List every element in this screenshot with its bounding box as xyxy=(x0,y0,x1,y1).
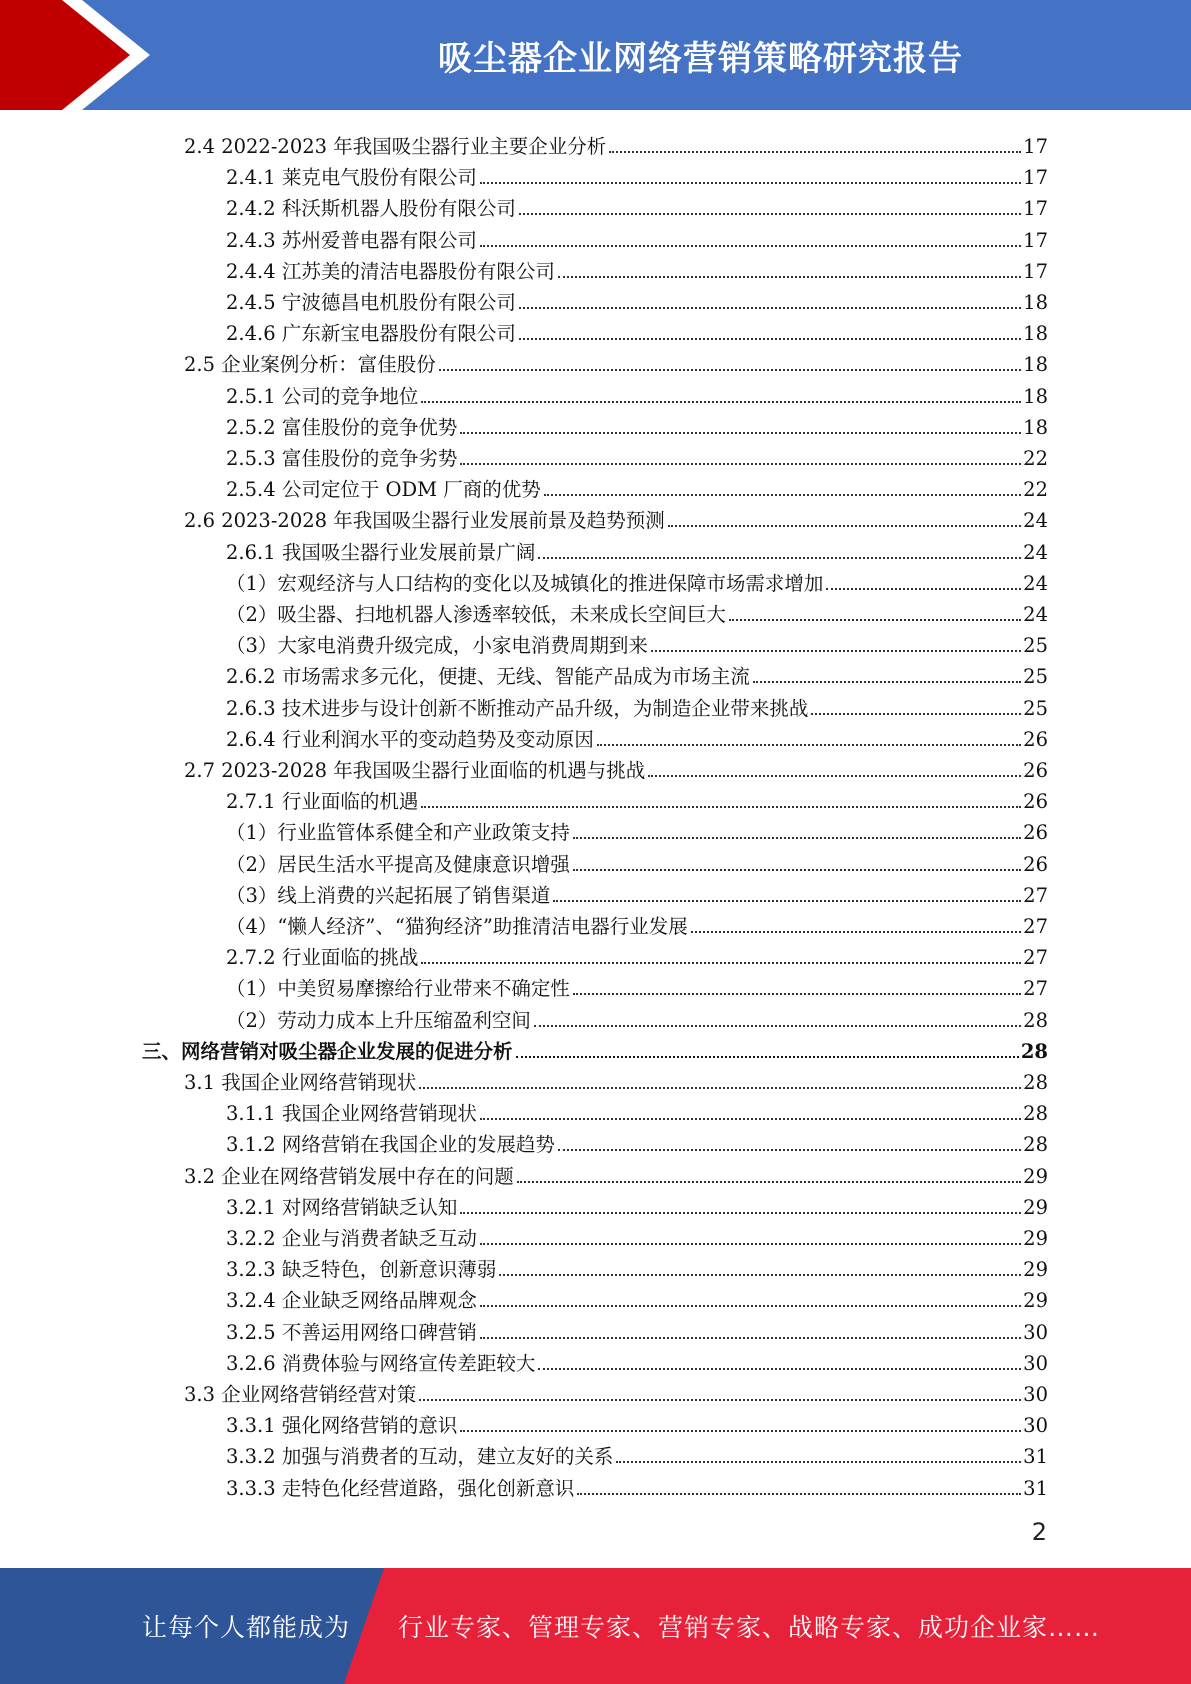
toc-dot-leader xyxy=(480,182,1021,184)
footer-slogan-right: 行业专家、管理专家、营销专家、战略专家、成功企业家…… xyxy=(398,1613,1101,1642)
toc-dot-leader xyxy=(421,401,1021,403)
toc-entry[interactable] xyxy=(226,1470,1048,1501)
toc-entry-page: 27 xyxy=(1023,883,1048,907)
toc-dot-leader xyxy=(480,1305,1021,1307)
toc-entry-page: 18 xyxy=(1023,415,1048,439)
page-number: 2 xyxy=(1031,1518,1047,1546)
footer-slogan-left: 让每个人都能成为 xyxy=(142,1613,351,1642)
toc-dot-leader xyxy=(558,1149,1021,1151)
toc-entry[interactable] xyxy=(226,908,1048,939)
toc-dot-leader xyxy=(460,463,1021,465)
toc-dot-leader xyxy=(811,713,1021,715)
toc-entry[interactable] xyxy=(184,502,1048,533)
toc-dot-leader xyxy=(460,432,1021,434)
toc-dot-leader xyxy=(616,1461,1021,1463)
toc-dot-leader xyxy=(729,619,1021,621)
toc-dot-leader xyxy=(534,1025,1021,1027)
toc-dot-leader xyxy=(609,151,1021,153)
toc-entry-page: 29 xyxy=(1023,1195,1048,1219)
header-arrow-decoration xyxy=(0,0,200,110)
toc-entry[interactable] xyxy=(226,1251,1048,1282)
toc-entry-title: （3）线上消费的兴起拓展了销售渠道 xyxy=(226,883,551,907)
toc-entry-title: 3.2.3 缺乏特色，创新意识薄弱 xyxy=(226,1258,497,1282)
toc-dot-leader xyxy=(553,900,1021,902)
toc-dot-leader xyxy=(519,213,1021,215)
toc-entry-title: 3.1.1 我国企业网络营销现状 xyxy=(226,1102,477,1126)
toc-entry-page: 26 xyxy=(1023,790,1048,814)
toc-entry-page: 26 xyxy=(1023,759,1048,782)
toc-dot-leader xyxy=(538,1368,1021,1370)
toc-entry-title: 2.4.5 宁波德昌电机股份有限公司 xyxy=(226,291,516,314)
toc-entry-page: 30 xyxy=(1023,1320,1048,1344)
toc-dot-leader xyxy=(651,650,1021,652)
toc-entry-page: 28 xyxy=(1023,1102,1048,1126)
toc-entry[interactable] xyxy=(226,409,1048,440)
toc-dot-leader xyxy=(421,806,1021,808)
toc-entry-page: 28 xyxy=(1020,1039,1048,1063)
toc-entry-title: 2.5.3 富佳股份的竞争劣势 xyxy=(226,447,458,470)
toc-entry-page: 24 xyxy=(1023,603,1048,626)
toc-entry-title: 2.4 2022-2023 年我国吸尘器行业主要企业分析 xyxy=(184,135,607,158)
toc-entry-title: 2.4.1 莱克电气股份有限公司 xyxy=(226,166,477,190)
toc-dot-leader xyxy=(439,369,1021,371)
toc-dot-leader xyxy=(519,338,1021,340)
toc-entry-title: 2.4.2 科沃斯机器人股份有限公司 xyxy=(226,197,516,221)
toc-entry[interactable] xyxy=(226,1220,1048,1251)
toc-dot-leader xyxy=(480,1243,1021,1245)
toc-entry-title: （1）行业监管体系健全和产业政策支持 xyxy=(226,821,570,845)
toc-entry-title: 2.7.1 行业面临的机遇 xyxy=(226,790,419,814)
toc-dot-leader xyxy=(480,1337,1021,1339)
toc-entry-title: 2.6.2 市场需求多元化，便捷、无线、智能产品成为市场主流 xyxy=(226,665,750,689)
toc-dot-leader xyxy=(421,962,1021,964)
toc-entry[interactable] xyxy=(142,1033,1048,1064)
toc-entry-title: 3.3.2 加强与消费者的互动，建立友好的关系 xyxy=(226,1445,614,1469)
toc-entry-page: 25 xyxy=(1023,634,1048,658)
toc-entry[interactable] xyxy=(226,783,1048,814)
toc-entry[interactable] xyxy=(226,378,1048,409)
toc-dot-leader xyxy=(826,588,1021,590)
toc-entry-title: 2.6.1 我国吸尘器行业发展前景广阔 xyxy=(226,540,536,564)
document-title: 吸尘器企业网络营销策略研究报告 xyxy=(438,38,963,79)
toc-dot-leader xyxy=(544,494,1021,496)
toc-dot-leader xyxy=(558,276,1021,278)
toc-entry-title: 3.2.4 企业缺乏网络品牌观念 xyxy=(226,1289,477,1313)
toc-entry-title: （4）“懒人经济”、“猫狗经济”助推清洁电器行业发展 xyxy=(226,915,688,938)
toc-entry-page: 28 xyxy=(1023,1071,1048,1094)
toc-dot-leader xyxy=(668,525,1021,527)
toc-dot-leader xyxy=(648,775,1021,777)
toc-entry-title: （1）中美贸易摩擦给行业带来不确定性 xyxy=(226,977,570,1001)
toc-dot-leader xyxy=(573,993,1021,995)
toc-entry-title: 3.1 我国企业网络营销现状 xyxy=(184,1071,417,1094)
toc-entry[interactable] xyxy=(226,721,1048,752)
toc-entry-title: 3.1.2 网络营销在我国企业的发展趋势 xyxy=(226,1133,555,1157)
toc-entry-title: （2）居民生活水平提高及健康意识增强 xyxy=(226,852,570,876)
toc-entry-title: 2.6.4 行业利润水平的变动趋势及变动原因 xyxy=(226,727,594,751)
toc-entry[interactable] xyxy=(226,596,1048,627)
toc-entry-page: 27 xyxy=(1023,915,1048,938)
toc-dot-leader xyxy=(480,245,1021,247)
toc-entry-title: 2.5.2 富佳股份的竞争优势 xyxy=(226,415,458,439)
toc-entry[interactable] xyxy=(226,284,1048,315)
toc-dot-leader xyxy=(573,837,1021,839)
toc-entry-title: （2）劳动力成本上升压缩盈利空间 xyxy=(226,1008,531,1032)
toc-entry-page: 22 xyxy=(1023,478,1048,502)
toc-dot-leader xyxy=(753,681,1021,683)
toc-entry[interactable] xyxy=(226,1314,1048,1345)
toc-entry-page: 18 xyxy=(1023,291,1048,314)
toc-entry[interactable] xyxy=(226,1095,1048,1126)
toc-entry-page: 18 xyxy=(1023,384,1048,408)
toc-entry-title: 3.3 企业网络营销经营对策 xyxy=(184,1383,417,1406)
toc-entry-page: 28 xyxy=(1023,1133,1048,1157)
toc-entry[interactable] xyxy=(226,565,1048,596)
toc-entry-page: 17 xyxy=(1023,135,1048,158)
toc-dot-leader xyxy=(419,1087,1021,1089)
toc-entry-page: 18 xyxy=(1023,322,1048,346)
toc-entry[interactable] xyxy=(184,752,1048,783)
toc-dot-leader xyxy=(597,744,1021,746)
toc-entry-page: 31 xyxy=(1023,1445,1048,1469)
toc-entry[interactable] xyxy=(184,1064,1048,1095)
toc-entry-title: 2.4.6 广东新宝电器股份有限公司 xyxy=(226,322,516,346)
toc-entry[interactable] xyxy=(226,1282,1048,1313)
toc-entry-title: 2.5.4 公司定位于 ODM 厂商的优势 xyxy=(226,478,541,502)
toc-entry-page: 29 xyxy=(1023,1164,1048,1188)
toc-entry[interactable] xyxy=(226,222,1048,253)
toc-entry-page: 29 xyxy=(1023,1227,1048,1250)
toc-entry[interactable] xyxy=(226,970,1048,1001)
toc-entry-title: 2.6 2023-2028 年我国吸尘器行业发展前景及趋势预测 xyxy=(184,509,665,533)
toc-entry-page: 25 xyxy=(1023,696,1048,720)
toc-entry[interactable] xyxy=(226,1438,1048,1469)
toc-entry-title: 三、网络营销对吸尘器企业发展的促进分析 xyxy=(142,1039,513,1063)
toc-entry-title: 3.2.2 企业与消费者缺乏互动 xyxy=(226,1227,477,1250)
toc-entry-page: 30 xyxy=(1023,1351,1048,1375)
toc-entry[interactable] xyxy=(226,1345,1048,1376)
toc-entry-page: 17 xyxy=(1023,197,1048,221)
toc-entry[interactable] xyxy=(184,346,1048,377)
toc-entry[interactable] xyxy=(226,846,1048,877)
toc-dot-leader xyxy=(516,1056,1019,1058)
toc-entry-page: 22 xyxy=(1023,447,1048,470)
toc-dot-leader xyxy=(691,931,1021,933)
page-footer xyxy=(0,1568,1191,1684)
toc-entry-title: 3.2 企业在网络营销发展中存在的问题 xyxy=(184,1164,514,1188)
toc-entry[interactable] xyxy=(184,128,1048,159)
toc-entry-page: 17 xyxy=(1023,259,1048,283)
toc-entry[interactable] xyxy=(184,1376,1048,1407)
toc-entry-title: （2）吸尘器、扫地机器人渗透率较低，未来成长空间巨大 xyxy=(226,603,726,626)
toc-dot-leader xyxy=(460,1430,1021,1432)
toc-entry-page: 30 xyxy=(1023,1414,1048,1438)
toc-dot-leader xyxy=(519,307,1021,309)
toc-entry-page: 25 xyxy=(1023,665,1048,689)
toc-entry-page: 17 xyxy=(1023,228,1048,252)
page-header xyxy=(0,0,1191,110)
toc-entry-title: 2.6.3 技术进步与设计创新不断推动产品升级，为制造企业带来挑战 xyxy=(226,696,809,720)
toc-entry-page: 29 xyxy=(1023,1289,1048,1313)
toc-entry-page: 24 xyxy=(1023,540,1048,564)
toc-entry-title: （3）大家电消费升级完成，小家电消费周期到来 xyxy=(226,634,648,658)
toc-entry-title: 3.3.1 强化网络营销的意识 xyxy=(226,1414,458,1438)
toc-dot-leader xyxy=(499,1274,1021,1276)
toc-entry-title: 3.2.5 不善运用网络口碑营销 xyxy=(226,1320,477,1344)
toc-entry[interactable] xyxy=(226,159,1048,190)
toc-entry-title: 2.7.2 行业面临的挑战 xyxy=(226,946,419,970)
toc-dot-leader xyxy=(419,1399,1021,1401)
toc-dot-leader xyxy=(517,1181,1021,1183)
toc-entry-title: （1）宏观经济与人口结构的变化以及城镇化的推进保障市场需求增加 xyxy=(226,571,824,595)
toc-entry-title: 2.7 2023-2028 年我国吸尘器行业面临的机遇与挑战 xyxy=(184,759,646,782)
toc-dot-leader xyxy=(480,1118,1021,1120)
toc-entry[interactable] xyxy=(226,877,1048,908)
toc-entry-page: 18 xyxy=(1023,353,1048,377)
toc-entry[interactable] xyxy=(226,253,1048,284)
toc-entry-page: 30 xyxy=(1023,1383,1048,1406)
toc-entry[interactable] xyxy=(226,315,1048,346)
toc-entry-page: 24 xyxy=(1023,571,1048,595)
toc-entry-title: 3.3.3 走特色化经营道路，强化创新意识 xyxy=(226,1476,575,1500)
toc-dot-leader xyxy=(538,557,1021,559)
toc-entry[interactable] xyxy=(226,814,1048,845)
toc-entry[interactable] xyxy=(226,1189,1048,1220)
toc-entry-page: 27 xyxy=(1023,977,1048,1001)
toc-entry-title: 3.2.1 对网络营销缺乏认知 xyxy=(226,1195,458,1219)
toc-entry-title: 3.2.6 消费体验与网络宣传差距较大 xyxy=(226,1351,536,1375)
toc-entry[interactable] xyxy=(226,1126,1048,1157)
toc-entry-page: 26 xyxy=(1023,727,1048,751)
toc-entry[interactable] xyxy=(226,440,1048,471)
toc-entry[interactable] xyxy=(226,939,1048,970)
toc-entry-page: 28 xyxy=(1023,1008,1048,1032)
toc-entry-page: 26 xyxy=(1023,821,1048,845)
toc-entry-page: 29 xyxy=(1023,1258,1048,1282)
toc-dot-leader xyxy=(577,1493,1021,1495)
toc-entry[interactable] xyxy=(226,471,1048,502)
toc-entry[interactable] xyxy=(184,1158,1048,1189)
toc-entry-page: 17 xyxy=(1023,166,1048,190)
toc-entry-title: 2.5.1 公司的竞争地位 xyxy=(226,384,419,408)
toc-entry[interactable] xyxy=(226,1002,1048,1033)
toc-dot-leader xyxy=(460,1212,1021,1214)
toc-entry[interactable] xyxy=(226,1407,1048,1438)
toc-dot-leader xyxy=(573,869,1021,871)
toc-entry-title: 2.4.4 江苏美的清洁电器股份有限公司 xyxy=(226,259,555,283)
toc-entry-page: 31 xyxy=(1023,1476,1048,1500)
toc-entry-page: 24 xyxy=(1023,509,1048,533)
toc-entry-page: 27 xyxy=(1023,946,1048,970)
toc-entry-title: 2.4.3 苏州爱普电器有限公司 xyxy=(226,228,477,252)
toc-entry[interactable] xyxy=(226,627,1048,658)
toc-entry[interactable] xyxy=(226,534,1048,565)
toc-entry[interactable] xyxy=(226,190,1048,221)
toc-entry[interactable] xyxy=(226,658,1048,689)
toc-entry-title: 2.5 企业案例分析：富佳股份 xyxy=(184,353,436,377)
toc-entry[interactable] xyxy=(226,690,1048,721)
toc-entry-page: 26 xyxy=(1023,852,1048,876)
